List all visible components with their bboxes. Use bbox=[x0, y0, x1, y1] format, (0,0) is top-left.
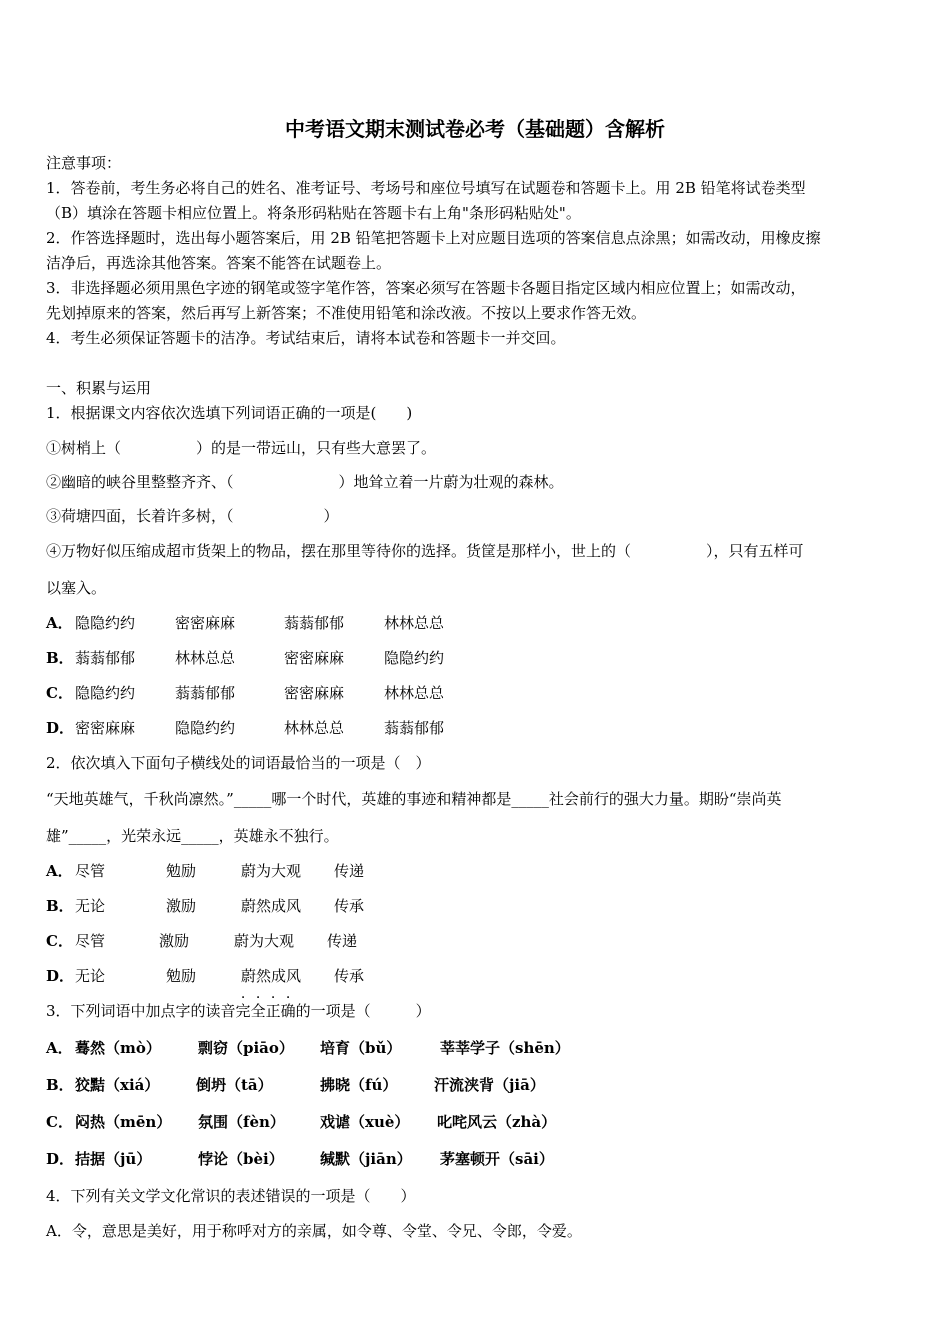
dotted-char: 完 bbox=[235, 1002, 251, 1020]
option-word: 传递 bbox=[327, 932, 358, 950]
stem-text: 3．下列词语中加点字的读音 bbox=[46, 1002, 236, 1020]
question-1-sentence: ②幽暗的峡谷里整整齐齐、（ ）地耸立着一片蔚为壮观的森林。 bbox=[46, 473, 564, 491]
option-word: 蔚然成风 bbox=[241, 897, 302, 915]
question-1-stem: 1．根据课文内容依次选填下列词语正确的一项是( ) bbox=[46, 404, 413, 422]
notice-line: 3．非选择题必须用黑色字迹的钢笔或签字笔作答，答案必须写在答题卡各题目指定区域内相应位置上；如需改动， bbox=[46, 279, 806, 297]
option-word: 激励 bbox=[166, 897, 197, 915]
dotted-char: 全 bbox=[250, 1002, 266, 1020]
option-label: C． bbox=[46, 932, 73, 950]
question-1-sentence: 以塞入。 bbox=[46, 579, 107, 597]
option-word: 汗流浃背（jiā） bbox=[434, 1076, 545, 1094]
question-3-stem bbox=[46, 1001, 431, 1021]
stem-text: 的一项是（ ） bbox=[295, 1002, 431, 1020]
option-word: 隐隐约约 bbox=[75, 684, 136, 702]
option-label: D． bbox=[46, 1150, 75, 1168]
option-word: 传承 bbox=[334, 897, 365, 915]
option-label: B． bbox=[46, 649, 74, 667]
option-word: 密密麻麻 bbox=[175, 614, 236, 632]
notice-line: 4．考生必须保证答题卡的洁净。考试结束后，请将本试卷和答题卡一并交回。 bbox=[46, 329, 566, 347]
question-2-passage: “天地英雄气，千秋尚凛然。”_____哪一个时代，英雄的事迹和精神都是_____社会前行的强大力量。期盼“崇尚英 bbox=[46, 790, 782, 808]
option-word: 无论 bbox=[75, 967, 106, 985]
option-label: C． bbox=[46, 1113, 73, 1131]
notice-line: 1．答卷前，考生务必将自己的姓名、准考证号、考场号和座位号填写在试题卷和答题卡上。用 2B 铅笔将试卷类型 bbox=[46, 179, 806, 197]
option-word: 培育（bǔ） bbox=[320, 1039, 402, 1057]
option-word: 蓦然（mò） bbox=[75, 1039, 161, 1057]
question-1-sentence: ①树梢上（ ）的是一带远山，只有些大意罢了。 bbox=[46, 439, 437, 457]
option-label: D． bbox=[46, 719, 75, 737]
option-word: 戏谑（xuè） bbox=[320, 1113, 410, 1131]
option-word: 林林总总 bbox=[384, 684, 445, 702]
option-word: 剽窃（piāo） bbox=[198, 1039, 294, 1057]
notice-line: （B）填涂在答题卡相应位置上。将条形码粘贴在答题卡右上角"条形码粘贴处"。 bbox=[46, 204, 581, 222]
option-label: A． bbox=[46, 862, 73, 880]
option-word: 激励 bbox=[159, 932, 190, 950]
option-word: 闷热（mēn） bbox=[75, 1113, 172, 1131]
option-word: 林林总总 bbox=[384, 614, 445, 632]
option-word: 林林总总 bbox=[284, 719, 345, 737]
dotted-char: 确 bbox=[280, 1002, 296, 1020]
notice-line: 洁净后，再选涂其他答案。答案不能答在试题卷上。 bbox=[46, 254, 392, 272]
option-word: 尽管 bbox=[75, 862, 106, 880]
dotted-char: 正 bbox=[265, 1002, 281, 1020]
option-label: A． bbox=[46, 614, 73, 632]
option-word: 拮据（jū） bbox=[75, 1150, 152, 1168]
option-word: 蓊蓊郁郁 bbox=[284, 614, 345, 632]
option-word: 蔚为大观 bbox=[234, 932, 295, 950]
option-word: 氛围（fèn） bbox=[198, 1113, 285, 1131]
notice-heading: 注意事项： bbox=[46, 154, 122, 172]
notice-line: 2．作答选择题时，选出每小题答案后，用 2B 铅笔把答题卡上对应题目选项的答案信息点涂黑；如需改动，用橡皮擦 bbox=[46, 229, 821, 247]
question-4-option-a: A．令，意思是美好，用于称呼对方的亲属，如令尊、令堂、令兄、令郎，令爱。 bbox=[46, 1222, 582, 1240]
option-word: 隐隐约约 bbox=[384, 649, 445, 667]
option-word: 蔚为大观 bbox=[241, 862, 302, 880]
option-word: 蔚然成风 bbox=[241, 967, 302, 985]
option-word: 林林总总 bbox=[175, 649, 236, 667]
option-word: 勉励 bbox=[166, 862, 197, 880]
option-label: B． bbox=[46, 1076, 74, 1094]
page-title: 中考语文期末测试卷必考（基础题）含解析 bbox=[285, 117, 665, 141]
option-word: 悖论（bèi） bbox=[198, 1150, 284, 1168]
question-4-stem: 4．下列有关文学文化常识的表述错误的一项是（ ） bbox=[46, 1187, 416, 1205]
option-word: 蓊蓊郁郁 bbox=[175, 684, 236, 702]
option-word: 无论 bbox=[75, 897, 106, 915]
option-word: 密密麻麻 bbox=[284, 684, 345, 702]
option-label: B． bbox=[46, 897, 74, 915]
option-word: 传递 bbox=[334, 862, 365, 880]
option-word: 莘莘学子（shēn） bbox=[440, 1039, 570, 1057]
question-1-sentence: ④万物好似压缩成超市货架上的物品，摆在那里等待你的选择。货筐是那样小，世上的（ ），只有五样可 bbox=[46, 542, 804, 560]
option-label: A． bbox=[46, 1039, 73, 1057]
option-word: 勉励 bbox=[166, 967, 197, 985]
notice-line: 先划掉原来的答案，然后再写上新答案；不准使用铅笔和涂改液。不按以上要求作答无效。 bbox=[46, 304, 647, 322]
option-word: 隐隐约约 bbox=[175, 719, 236, 737]
option-label: D． bbox=[46, 967, 75, 985]
option-word: 隐隐约约 bbox=[75, 614, 136, 632]
question-1-sentence: ③荷塘四面，长着许多树，（ ） bbox=[46, 507, 339, 525]
option-word: 叱咤风云（zhà） bbox=[437, 1113, 557, 1131]
option-word: 缄默（jiān） bbox=[320, 1150, 412, 1168]
option-word: 茅塞顿开（sāi） bbox=[440, 1150, 554, 1168]
option-word: 蓊蓊郁郁 bbox=[75, 649, 136, 667]
option-word: 狡黠（xiá） bbox=[75, 1076, 160, 1094]
option-word: 尽管 bbox=[75, 932, 106, 950]
option-label: C． bbox=[46, 684, 73, 702]
option-word: 蓊蓊郁郁 bbox=[384, 719, 445, 737]
section-heading: 一、积累与运用 bbox=[46, 379, 152, 397]
option-word: 倒坍（tā） bbox=[196, 1076, 273, 1094]
question-2-stem: 2．依次填入下面句子横线处的词语最恰当的一项是（ ） bbox=[46, 754, 431, 772]
option-word: 拂晓（fú） bbox=[320, 1076, 398, 1094]
option-word: 传承 bbox=[334, 967, 365, 985]
question-2-passage: 雄”_____，光荣永远_____，英雄永不独行。 bbox=[46, 827, 339, 845]
option-word: 密密麻麻 bbox=[75, 719, 136, 737]
option-word: 密密麻麻 bbox=[284, 649, 345, 667]
